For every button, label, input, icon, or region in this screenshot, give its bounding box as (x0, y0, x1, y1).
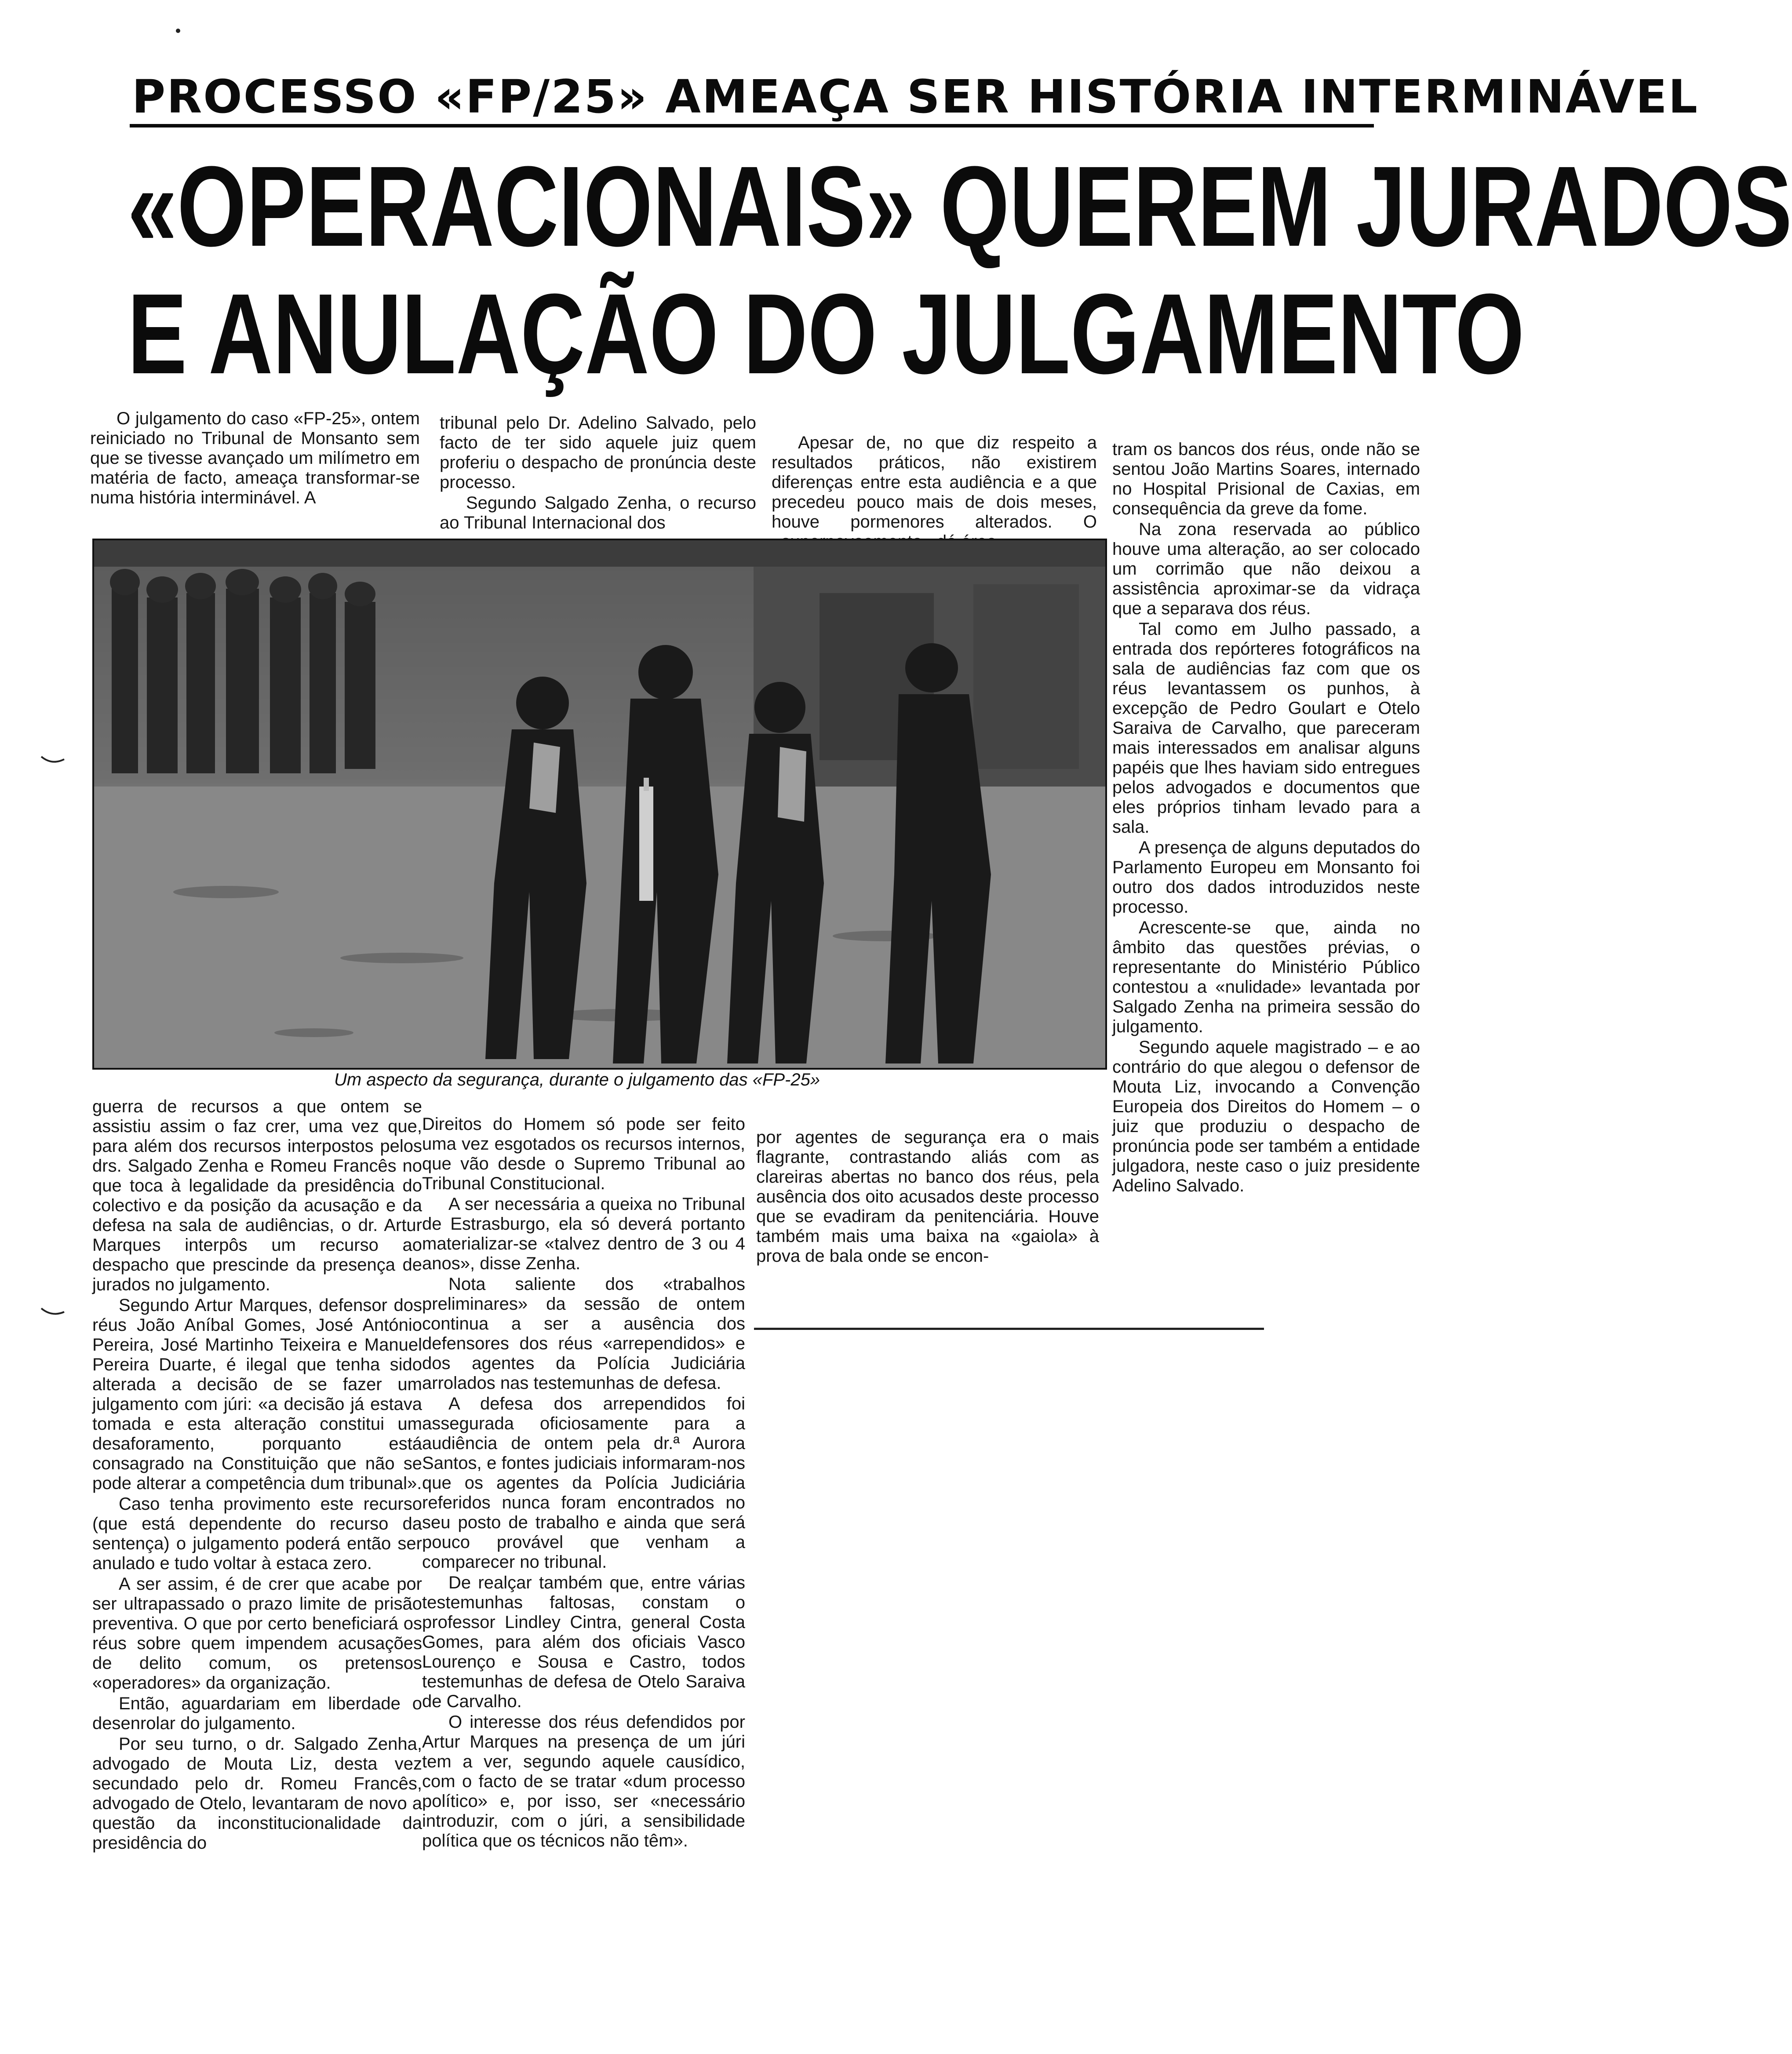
article-column-right (1112, 440, 1420, 1196)
paragraph: Na zona reservada ao público houve uma alteração, ao ser colocado um corrimão que não deixou a assistência aproximar-se da vidraça que a separava dos réus. (1112, 520, 1420, 618)
margin-tick-mark (40, 754, 66, 767)
article-column-top-2 (440, 413, 756, 533)
paragraph: A defesa dos arrependidos foi assegurada oficiosamente para a audiência de ontem pela dr.ª Aurora Santos, e fontes judiciais informaram-nos que os agentes da Polícia Judiciária referidos nunca foram encontrados no seu posto de trabalho e ainda que será pouco provável que venham a comparecer no tribunal. (422, 1394, 745, 1572)
photo-security-guards-scene (94, 540, 1105, 1068)
paragraph: tram os bancos dos réus, onde não se sentou João Martins Soares, internado no Hospital Prisional de Caxias, em consequência da greve da fome. (1112, 440, 1420, 518)
paragraph: Caso tenha provimento este recurso (que está dependente do recurso da sentença) o julgamento poderá então ser anulado e tudo voltar à estaca zero. (92, 1494, 422, 1573)
paragraph: Nota saliente dos «trabalhos preliminares» da sessão de ontem continua a ser a ausência dos defensores dos réus «arrependidos» e dos agentes da Polícia Judiciária arrolados nas testemunhas de defesa. (422, 1275, 745, 1393)
article-column-bottom-3 (756, 1128, 1099, 1266)
paragraph: Direitos do Homem só pode ser feito uma vez esgotados os recursos internos, que vão desde o Supremo Tribunal ao Tribunal Constitucional. (422, 1114, 745, 1193)
kicker-headline: PROCESSO «FP/25» AMEAÇA SER HISTÓRIA INTERMINÁVEL (132, 70, 1699, 124)
paragraph: De realçar também que, entre várias testemunhas faltosas, constam o professor Lindley Cintra, general Costa Gomes, para além dos oficiais Vasco Lourenço e Sousa e Castro, todos testemunhas de defesa de Otelo Saraiva de Carvalho. (422, 1573, 745, 1711)
paragraph: Então, aguardariam em liberdade o desenrolar do julgamento. (92, 1694, 422, 1733)
photo-caption: Um aspecto da segurança, durante o julgamento das «FP-25» (334, 1070, 820, 1089)
article-column-top-3 (772, 433, 1097, 552)
kicker-underline (130, 124, 1374, 127)
column-end-rule (754, 1328, 1264, 1330)
paragraph: O julgamento do caso «FP-25», ontem reiniciado no Tribunal de Monsanto sem que se tivesse avançado um milímetro em matéria de facto, ameaça transformar-se numa história interminável. A (90, 409, 420, 507)
main-headline-line-2: E ANULAÇÃO DO JULGAMENTO (127, 270, 1525, 398)
paragraph: Apesar de, no que diz respeito a resultados práticos, não existirem diferenças entre esta audiência e a que precedeu pouco mais de dois meses, houve pormenores alterados. O (772, 433, 1097, 532)
margin-tick-mark (40, 1306, 66, 1319)
paragraph: Tal como em Julho passado, a entrada dos repórteres fotográficos na sala de audiências faz com que os réus levantassem os punhos, à excepção de Pedro Goulart e Otelo Saraiva de Carvalho, que pareceram mais interessados em analisar alguns papéis que lhes haviam sido entregues pelos advogados e documentos que eles próprios tinham levado para a sala. (1112, 619, 1420, 837)
article-column-bottom-1 (92, 1097, 422, 1853)
news-photo (92, 539, 1107, 1070)
paragraph: Segundo Salgado Zenha, o recurso ao Tribunal Internacional dos (440, 493, 756, 532)
margin-dot (174, 26, 182, 35)
paragraph: O interesse dos réus defendidos por Artur Marques na presença de um júri tem a ver, segundo aquele causídico, com o facto de se tratar «dum processo político» e, por isso, ser «necessário introduzir, com o júri, a sensibilidade política que os técnicos não têm». (422, 1712, 745, 1850)
main-headline-line-1: «OPERACIONAIS» QUEREM JURADOS (127, 143, 1792, 270)
paragraph: tribunal pelo Dr. Adelino Salvado, pelo facto de ter sido aquele juiz quem proferiu o despacho de pronúncia deste processo. (440, 413, 756, 492)
article-column-top-1 (90, 409, 420, 508)
paragraph: Por seu turno, o dr. Salgado Zenha, advogado de Mouta Liz, desta vez secundado pelo dr. Romeu Francês, advogado de Otelo, levantaram de novo a questão da inconstitucionalidade da presidência do (92, 1734, 422, 1853)
paragraph: A ser assim, é de crer que acabe por ser ultrapassado o prazo limite de prisão preventiva. O que por certo beneficiará os réus sobre quem impendem acusações de delito comum, os pretensos «operadores» da organização. (92, 1574, 422, 1693)
article-column-bottom-2 (422, 1114, 745, 1851)
paragraph: Segundo aquele magistrado – e ao contrário do que alegou o defensor de Mouta Liz, invocando a Convenção Europeia dos Direitos do Homem – o juiz que produziu o despacho de pronúncia pode ser também a entidade julgadora, neste caso o juiz presidente Adelino Salvado. (1112, 1038, 1420, 1195)
paragraph: A ser necessária a queixa no Tribunal de Estrasburgo, ela só deverá portanto materializar-se «talvez dentro de 3 ou 4 anos», disse Zenha. (422, 1195, 745, 1273)
paragraph: A presença de alguns deputados do Parlamento Europeu em Monsanto foi outro dos dados introduzidos neste processo. (1112, 838, 1420, 917)
paragraph: Acrescente-se que, ainda no âmbito das questões prévias, o representante do Ministério Público contestou a «nulidade» levantada por Salgado Zenha na primeira sessão do julgamento. (1112, 918, 1420, 1036)
paragraph: por agentes de segurança era o mais flagrante, contrastando aliás com as clareiras abertas no banco dos réus, pela ausência dos oito acusados deste processo que se evadiram da penitenciária. Houve também mais uma baixa na «gaiola» à prova de bala onde se encon- (756, 1128, 1099, 1266)
paragraph: Segundo Artur Marques, defensor dos réus João Aníbal Gomes, José António Pereira, José Martinho Teixeira e Manuel Pereira Duarte, é ilegal que tenha sido alterada a decisão de se fazer um julgamento com júri: «a decisão já estava tomada e esta alteração constitui um desaforamento, porquanto está consagrado na Constituição que não se pode alterar a competência dum tribunal». (92, 1296, 422, 1493)
paragraph: guerra de recursos a que ontem se assistiu assim o faz crer, uma vez que, para além dos recursos interpostos pelos drs. Salgado Zenha e Romeu Francês no que toca à legalidade da presidência do colectivo e da posição da acusação e da defesa na sala de audiências, o dr. Artur Marques interpôs um recurso ao despacho que prescinde da presença de jurados no julgamento. (92, 1097, 422, 1294)
